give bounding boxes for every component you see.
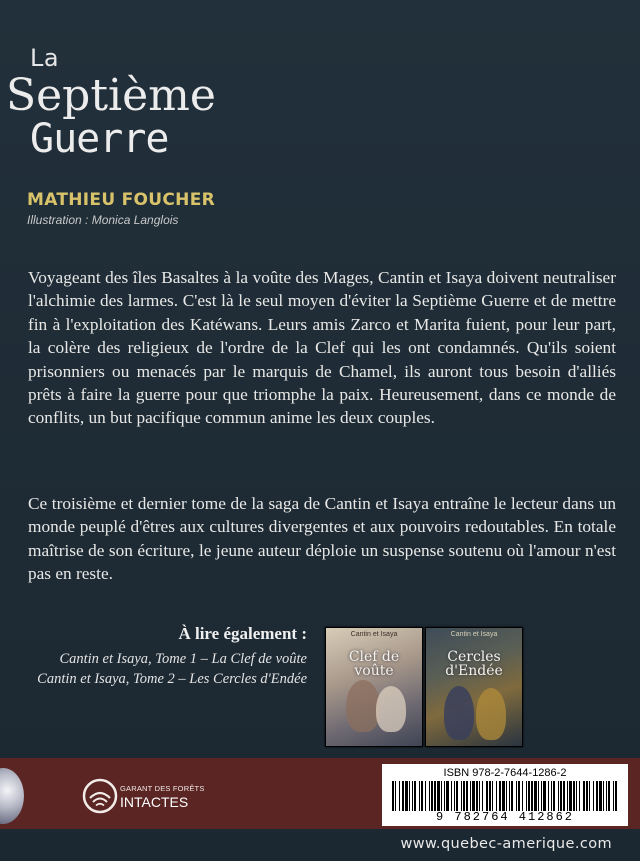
illustration-figure	[376, 686, 406, 732]
book-cover-tome-2	[425, 627, 523, 747]
also-read-item-2: Cantin et Isaya, Tome 2 – Les Cercles d'Endée	[37, 671, 307, 687]
title-line-3: Guerre	[30, 116, 169, 162]
isbn-barcode-box	[382, 764, 628, 826]
forest-logo-icon	[82, 778, 118, 814]
illustration-figure	[476, 688, 506, 740]
barcode-number: 9 782764 412862	[435, 810, 575, 824]
book-cover-tome-1	[325, 627, 423, 747]
book-series-label: Cantin et Isaya	[350, 631, 398, 638]
also-read-item-1: Cantin et Isaya, Tome 1 – La Clef de voûte	[59, 651, 307, 667]
barcode-icon	[386, 781, 624, 811]
forest-label-top: GARANT DES FORÊTS	[120, 784, 205, 793]
book-series-label: Cantin et Isaya	[450, 631, 498, 638]
also-read-heading: À lire également :	[178, 624, 307, 643]
synopsis-paragraph-1: Voyageant des îles Basaltes à la voûte des Mages, Cantin et Isaya doivent neutraliser l'alchimie des larmes. C'est là le seul moyen d'éviter la Septième Guerre et de mettre fin à l'exploitation des Katéwans. Leurs amis Zarco et Marita fuient, pour leur part, la colère des religieux de l'ordre de la Clef qui les ont condamnés. Qu'ils soient prisonniers ou menacés par le marquis de Chamel, ils auront tous besoin d'alliés prêts à faire la guerre pour que triomphe la paix. Heureusement, dans ce monde de conflits, un but pacifique commun anime les deux couples.	[28, 268, 616, 428]
title-line-1: La	[30, 44, 60, 72]
book-title-label: Clef de voûte	[348, 649, 400, 679]
synopsis-paragraph-2: Ce troisième et dernier tome de la saga de Cantin et Isaya entraîne le lecteur dans un monde peuplé d'êtres aux cultures divergentes et aux pouvoirs redoutables. En totale maîtrise de son écriture, le jeune auteur déploie un suspense soutenu où l'amour n'est pas en reste.	[28, 494, 616, 584]
author-name: MATHIEU FOUCHER	[27, 190, 216, 210]
publisher-website: www.quebec-amerique.com	[400, 836, 612, 852]
illustration-credit: Illustration : Monica Langlois	[27, 213, 179, 227]
title-line-2: Septième	[6, 70, 216, 121]
illustration-figure	[444, 686, 474, 740]
book-title-label: Cercles d'Endée	[445, 649, 503, 679]
illustration-figure	[346, 680, 380, 732]
isbn-text: ISBN 978-2-7644-1286-2	[443, 767, 567, 779]
forest-label-main: INTACTES	[120, 794, 189, 810]
